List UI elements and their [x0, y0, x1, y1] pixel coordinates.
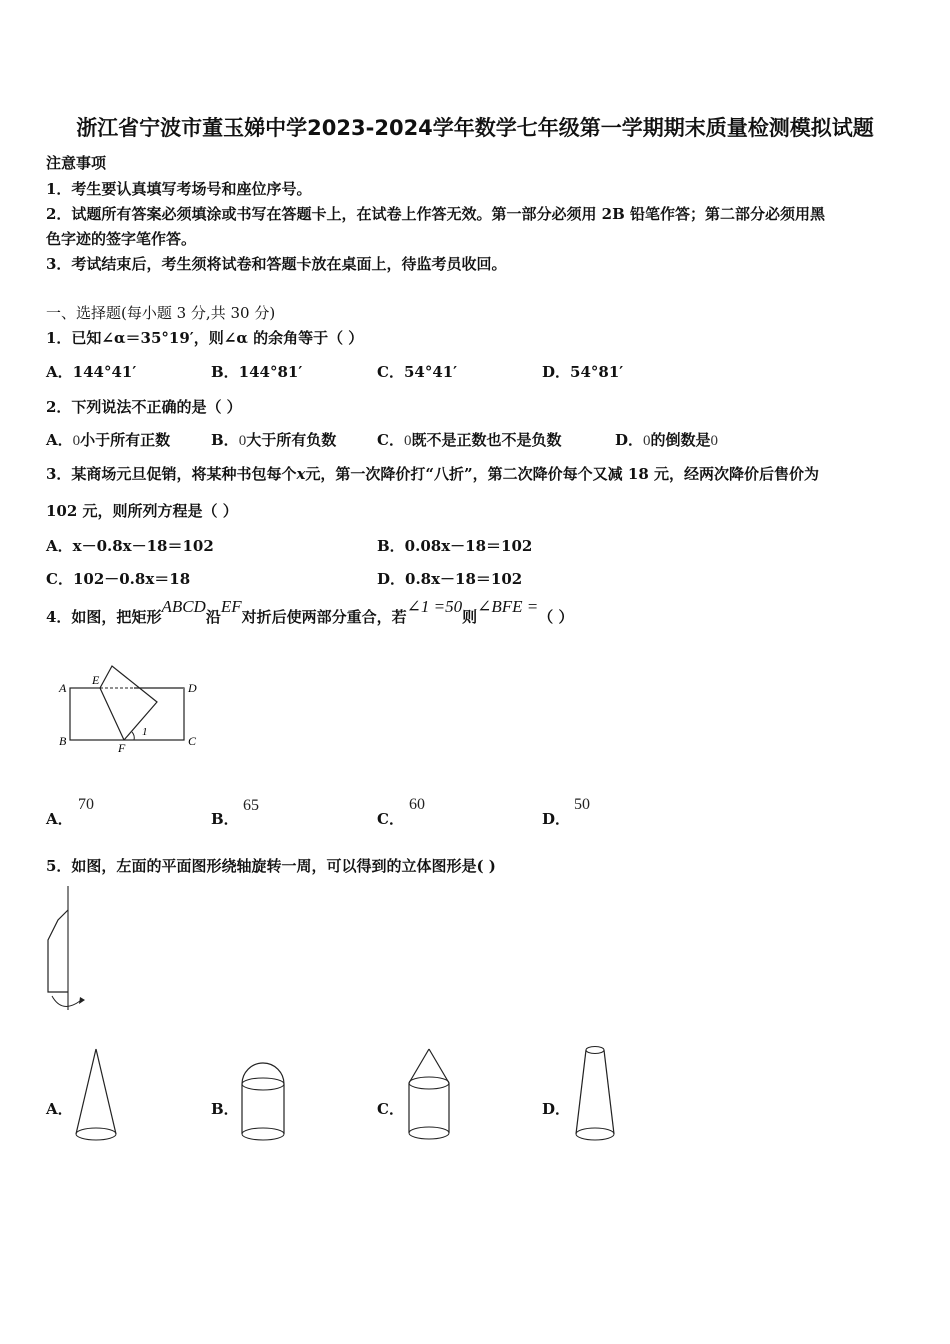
- fold-line-ef: [100, 688, 124, 740]
- q4-option-d-value: 50: [574, 796, 590, 813]
- q1-option-d: D．54°81′: [542, 363, 624, 381]
- q2-option-a: A．0小于所有正数: [46, 431, 171, 449]
- q5-plane-figure: [40, 884, 100, 1016]
- zero-symbol: 0: [238, 433, 247, 449]
- q4-option-b-label: B．: [211, 810, 239, 828]
- q3-option-a: A．x－0.8x－18＝102: [46, 537, 214, 555]
- label-d: D: [188, 681, 197, 695]
- folded-part: [100, 666, 157, 740]
- q5-option-d-label: D．: [542, 1100, 571, 1118]
- angle-1-label: 1: [142, 726, 148, 738]
- q5-option-b-cylinder-hemisphere: [235, 1060, 291, 1146]
- notice-item-3: 3．考试结束后，考生须将试卷和答题卡放在桌面上，待监考员收回。: [46, 255, 507, 273]
- zero-symbol: 0: [403, 433, 412, 449]
- q4-stem: 4．如图，把矩形ABCD沿EF对折后使两部分重合，若∠1 =50则∠BFE =（ ）: [46, 597, 574, 626]
- q5-option-a-cone: [70, 1045, 126, 1145]
- label-c: C: [188, 734, 197, 748]
- notice-item-1: 1．考生要认真填写考场号和座位序号。: [46, 180, 312, 198]
- rotation-arrow-icon: [79, 997, 85, 1004]
- q2-option-c: C．0既不是正数也不是负数: [377, 431, 562, 449]
- q3-option-b: B．0.08x－18＝102: [377, 537, 533, 555]
- q4-option-c-value: 60: [409, 796, 425, 813]
- zero-symbol: 0: [710, 433, 719, 449]
- q1-option-b: B．144°81′: [211, 363, 303, 381]
- q1-option-a: A．144°41′: [46, 363, 137, 381]
- zero-symbol: 0: [643, 433, 651, 449]
- q4-option-c-label: C．: [377, 810, 404, 828]
- notice-item-2: 2．试题所有答案必须填涂或书写在答题卡上，在试卷上作答无效。第一部分必须用 2B 铅笔作答；第二部分必须用黑: [46, 205, 826, 223]
- zero-symbol: 0: [72, 433, 81, 449]
- q4-option-d-label: D．: [542, 810, 571, 828]
- q3-option-d: D．0.8x－18＝102: [377, 570, 523, 588]
- q4-rectangle-figure: [52, 662, 212, 762]
- page-title: 浙江省宁波市董玉娣中学2023-2024学年数学七年级第一学期期末质量检测模拟试题: [76, 116, 874, 140]
- section-heading: 一、选择题(每小题 3 分,共 30 分): [46, 304, 276, 322]
- label-f: F: [118, 741, 126, 755]
- q2-option-b: B．0大于所有负数: [211, 431, 337, 449]
- q4-option-b-value: 65: [243, 797, 259, 814]
- q4-option-a-value: 70: [78, 796, 94, 813]
- label-a: A: [59, 681, 67, 695]
- q5-option-a-label: A．: [46, 1100, 73, 1118]
- q4-option-a-label: A．: [46, 810, 73, 828]
- q3-stem-line2: 102 元，则所列方程是（ ）: [46, 502, 238, 520]
- q2-option-d: D．0的倒数是0: [615, 431, 719, 449]
- q3-option-c: C．102－0.8x＝18: [46, 570, 191, 588]
- q3-stem-line1: 3．某商场元旦促销，将某种书包每个x元，第一次降价打“八折”，第二次降价每个又减 18 元，经两次降价后售价为: [46, 465, 819, 483]
- label-b: B: [59, 734, 67, 748]
- q1-option-c: C．54°41′: [377, 363, 458, 381]
- q1-stem: 1．已知∠α＝35°19′，则∠α 的余角等于（ ）: [46, 329, 364, 347]
- notice-item-2-cont: 色字迹的签字笔作答。: [46, 230, 197, 248]
- label-e: E: [92, 673, 100, 687]
- plane-shape: [48, 910, 68, 992]
- q5-stem: 5．如图，左面的平面图形绕轴旋转一周，可以得到的立体图形是( ): [46, 857, 496, 875]
- notice-heading: 注意事项: [46, 154, 107, 172]
- q5-option-c-cylinder-cone: [402, 1045, 458, 1145]
- q5-option-b-label: B．: [211, 1100, 239, 1118]
- rectangle-abcd: [70, 688, 184, 740]
- q5-option-c-label: C．: [377, 1100, 404, 1118]
- q5-option-d-frustum: [568, 1042, 624, 1146]
- q2-stem: 2．下列说法不正确的是（ ）: [46, 398, 242, 416]
